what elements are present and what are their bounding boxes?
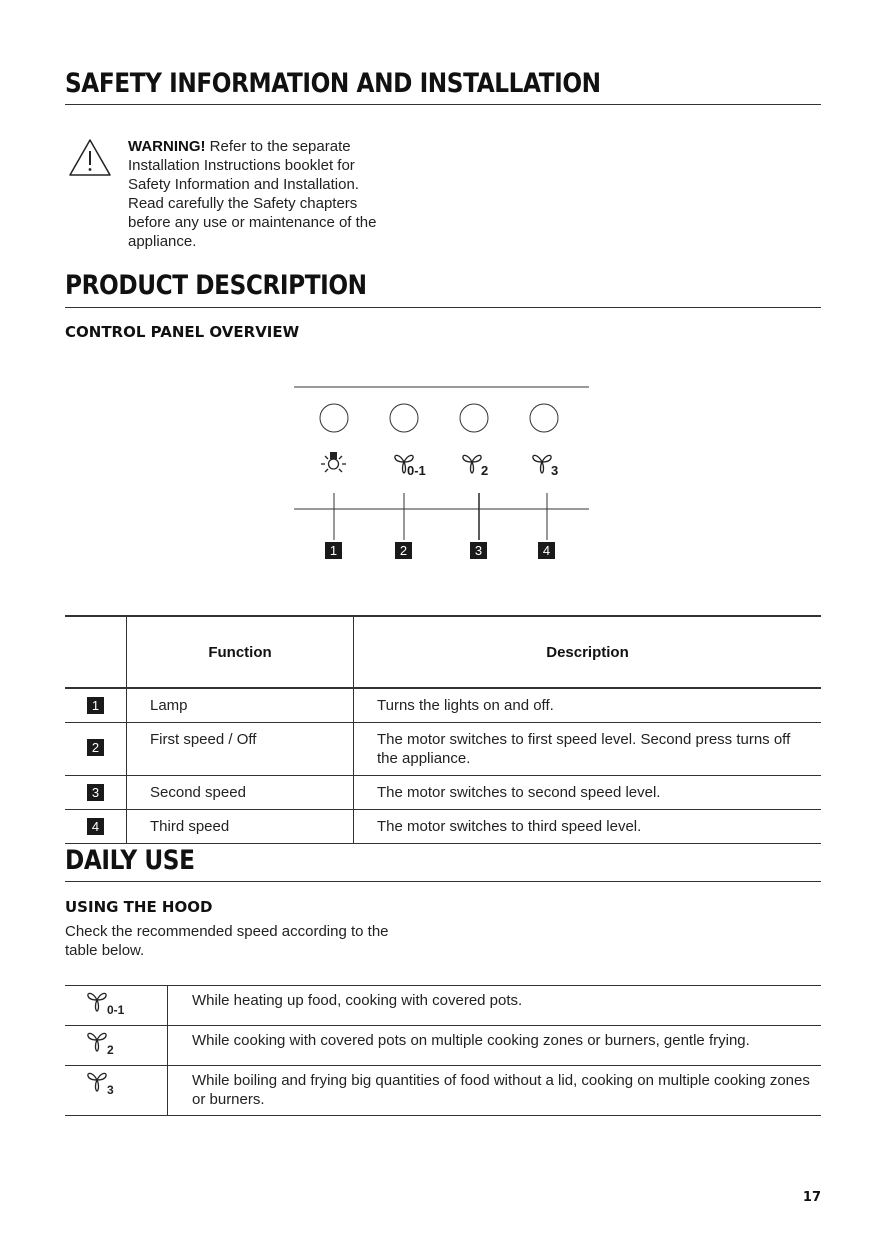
speed-description: While heating up food, cooking with covered pots. bbox=[192, 992, 523, 1009]
description-cell: The motor switches to third speed level. bbox=[377, 818, 642, 835]
button-speed-1 bbox=[390, 404, 418, 432]
function-cell: Lamp bbox=[127, 688, 354, 723]
page-number: 17 bbox=[802, 1190, 821, 1205]
row-number-badge: 2 bbox=[87, 739, 104, 756]
callout-badge: 1 bbox=[325, 542, 342, 559]
button-speed-2 bbox=[460, 404, 488, 432]
warning-paragraph bbox=[128, 137, 398, 251]
row-number-badge: 4 bbox=[87, 818, 104, 835]
divider bbox=[65, 881, 821, 882]
warning-label: WARNING! bbox=[128, 138, 206, 155]
subtitle-control-panel: CONTROL PANEL OVERVIEW bbox=[65, 323, 300, 341]
function-cell: Third speed bbox=[127, 810, 354, 844]
table-row bbox=[65, 1026, 821, 1066]
fan-icon bbox=[87, 1070, 107, 1097]
fan-icon bbox=[87, 1030, 107, 1057]
function-table bbox=[65, 615, 821, 844]
control-panel-diagram bbox=[290, 380, 590, 570]
fan-icon bbox=[533, 455, 551, 473]
description-cell: The motor switches to second speed level. bbox=[377, 784, 661, 801]
callout-badge: 4 bbox=[538, 542, 555, 559]
warning-text: Refer to the separate Installation Instructions booklet for Safety Information and Installation. Read carefully the Safety chapters before any use or maintenance of the appliance. bbox=[128, 138, 377, 250]
table-header: Description bbox=[546, 643, 629, 661]
row-number-badge: 3 bbox=[87, 784, 104, 801]
fan-icon bbox=[87, 990, 107, 1017]
section-title-product: PRODUCT DESCRIPTION bbox=[65, 270, 367, 301]
callout-badge: 3 bbox=[470, 542, 487, 559]
description-cell: The motor switches to first speed level. Second press turns off the appliance. bbox=[377, 731, 791, 767]
section-title-safety: SAFETY INFORMATION AND INSTALLATION bbox=[65, 68, 601, 99]
section-title-daily-use: DAILY USE bbox=[65, 845, 195, 876]
table-header bbox=[65, 616, 127, 688]
button-speed-3 bbox=[530, 404, 558, 432]
fan-speed-suffix: 2 bbox=[481, 463, 489, 478]
fan-speed-suffix: 2 bbox=[107, 1043, 114, 1057]
callout-badge: 2 bbox=[395, 542, 412, 559]
divider bbox=[65, 104, 821, 105]
fan-speed-suffix: 3 bbox=[551, 463, 559, 478]
fan-icon bbox=[463, 455, 481, 473]
description-cell: Turns the lights on and off. bbox=[377, 697, 554, 714]
function-cell: First speed / Off bbox=[127, 723, 354, 776]
lamp-icon bbox=[321, 452, 346, 472]
fan-speed-suffix: 0-1 bbox=[107, 1003, 125, 1017]
speed-description: While cooking with covered pots on multiple cooking zones or burners, gentle frying. bbox=[192, 1032, 750, 1049]
table-row bbox=[65, 776, 821, 810]
table-header-row bbox=[65, 616, 821, 688]
divider bbox=[65, 307, 821, 308]
table-row bbox=[65, 723, 821, 776]
button-lamp bbox=[320, 404, 348, 432]
fan-speed-suffix: 3 bbox=[107, 1083, 114, 1097]
table-row bbox=[65, 810, 821, 844]
table-row bbox=[65, 688, 821, 723]
warning-icon bbox=[68, 138, 112, 178]
intro-paragraph: Check the recommended speed according to the table below. bbox=[65, 923, 389, 959]
table-row bbox=[65, 986, 821, 1026]
fan-speed-suffix: 0-1 bbox=[407, 463, 426, 478]
table-header: Function bbox=[127, 616, 354, 688]
row-number-badge: 1 bbox=[87, 697, 104, 714]
table-row bbox=[65, 1066, 821, 1116]
subtitle-using-hood: USING THE HOOD bbox=[65, 898, 213, 916]
speed-description: While boiling and frying big quantities of food without a lid, cooking on multiple cooking zones or burners. bbox=[192, 1072, 810, 1108]
speed-table bbox=[65, 985, 821, 1116]
function-cell: Second speed bbox=[127, 776, 354, 810]
